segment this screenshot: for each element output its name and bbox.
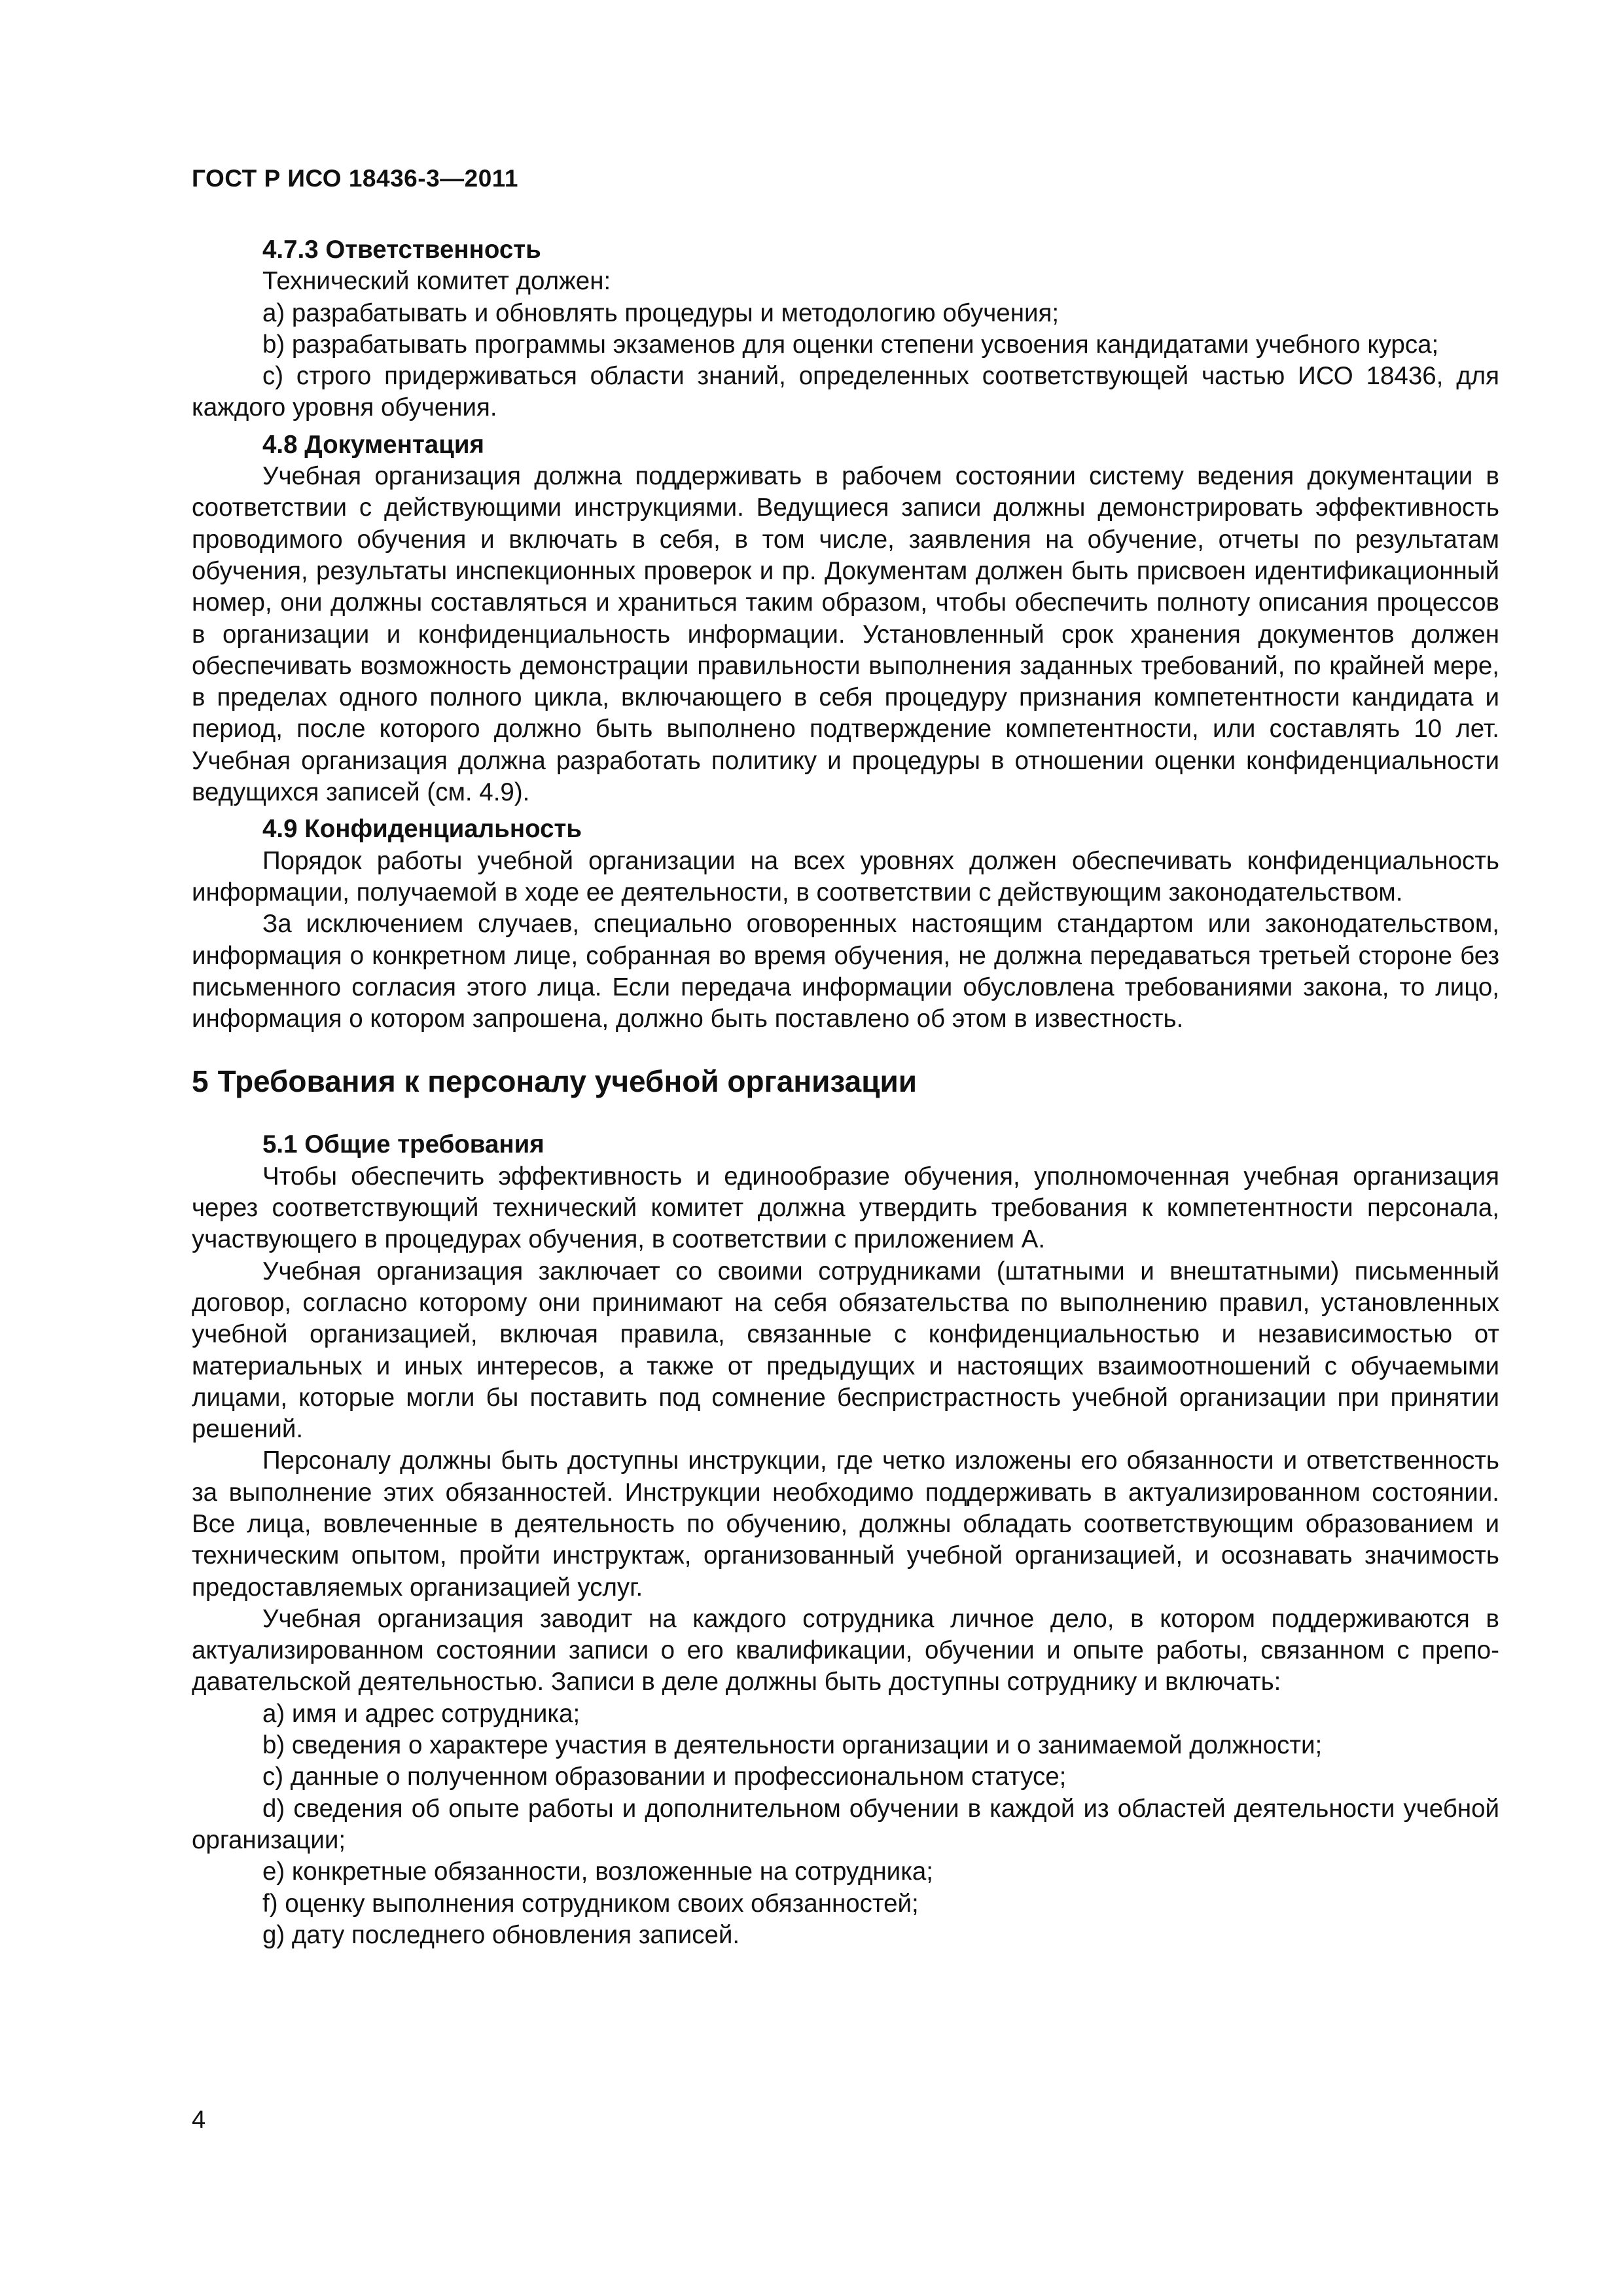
- list-item: e) конкретные обязанности, возложенные на сотрудника;: [262, 1857, 933, 1886]
- section-number: 5: [192, 1064, 209, 1099]
- subsection-heading-4-9: 4.9 Конфиденциальность: [262, 815, 582, 844]
- list-item: d) сведения об опыте работы и дополнительном обучении в каждой из областей деятельности учебной организации;: [192, 1794, 1499, 1854]
- paragraph: Технический комитет должен:: [262, 267, 611, 296]
- section-heading-5: [192, 1062, 1499, 1100]
- list-item: b) сведения о характере участия в деятельности организации и о занимаемой должности;: [262, 1731, 1323, 1760]
- subsection-heading-5-1: 5.1 Общие требования: [262, 1130, 544, 1159]
- paragraph: Учебная организация должна поддерживать в рабочем состоянии систему ведения документации в соответствии с действующими инструкциями. Ведущиеся записи должны демонстрировать эффективность проводимого обучения и включать в себя, в том числе, заявления на обучение, отчеты по результатам обучения, результаты инспекционных проверок и пр. Документам должен быть присвоен идентификационный номер, они должны составляться и храниться таким образом, чтобы обеспечить полноту описания процессов в организации и конфиденциальность информации. Установленный срок хранения документов должен обеспечивать возможность демонстрации правильности выполнения заданных требований, по крайней мере, в пределах одного полного цикла, включающего в себя процедуру признания компетентности кандидата и период, после которого должно быть выполнено подтверждение компетентности, или составлять 10 лет. Учебная организация должна разработать политику и процедуры в отношении оценки конфиденциальности ведущихся записей (см. 4.9).: [192, 462, 1499, 807]
- document-page: [192, 0, 1499, 2296]
- subsection-heading-4-8: 4.8 Документация: [262, 430, 485, 459]
- list-item: g) дату последнего обновления записей.: [262, 1920, 740, 1949]
- page-number: 4: [192, 2106, 206, 2134]
- paragraph: Учебная организация заключает со своими сотрудниками (штатными и внештатными) письменный договор, согласно которому они принимают на себя обязательства по выполнению правил, установленных учебной организацией, включая правила, связанные с конфиденциальностью и независимостью от материальных и иных интересов, а также от предыдущих и настоящих взаимоотношений с обучаемыми лицами, которые могли бы поставить под сомнение беспристрастность учебной организации при принятии решений.: [192, 1257, 1499, 1444]
- paragraph: Персоналу должны быть доступны инструкции, где четко изложены его обязанности и ответственность за выполнение этих обязанностей. Инструкции необходимо поддерживать в актуализированном состоянии. Все лица, вовлеченные в деятельность по обучению, должны обладать соответствующим образованием и техническим опытом, пройти инструктаж, организованный учебной организацией, и осознавать значимость предоставляемых организацией услуг.: [192, 1446, 1499, 1602]
- list-item: f) оценку выполнения сотрудником своих обязанностей;: [262, 1889, 919, 1918]
- section-title: Требования к персоналу учебной организации: [217, 1064, 918, 1099]
- document-header: ГОСТ Р ИСО 18436-3—2011: [192, 165, 518, 192]
- paragraph: За исключением случаев, специально оговоренных настоящим стандартом или законодательством, информация о конкретном лице, собранная во время обучения, не должна передаваться третьей стороне без письменного согласия этого лица. Если передача информации обусловлена требованиями закона, то лицо, информация о котором запрошена, должно быть поставлено об этом в известность.: [192, 910, 1499, 1033]
- list-item: b) разрабатывать программы экзаменов для оценки степени усвоения кандидатами учебного курса;: [262, 330, 1439, 359]
- paragraph: Учебная организация заводит на каждого сотрудника личное дело, в котором поддерживаются в актуализированном состоянии записи о его квалификации, обучении и опыте работы, связанном с преподавательской деятельностью. Записи в деле должны быть доступны сотруднику и включать:: [192, 1604, 1499, 1696]
- list-item: c) данные о полученном образовании и профессиональном статусе;: [262, 1763, 1067, 1791]
- paragraph: Чтобы обеспечить эффективность и единообразие обучения, уполномоченная учебная организация через соответствующий технический комитет должна утвердить требования к компетентности персонала, участвующего в процедурах обучения, в соответствии с приложением А.: [192, 1162, 1499, 1254]
- list-item: a) имя и адрес сотрудника;: [262, 1699, 580, 1728]
- document-body: [192, 234, 1499, 1951]
- list-item: c) строго придерживаться области знаний, определенных соответствующей частью ИСО 18436, для каждого уровня обучения.: [192, 362, 1499, 422]
- list-item: a) разрабатывать и обновлять процедуры и методологию обучения;: [262, 298, 1060, 327]
- paragraph: Порядок работы учебной организации на всех уровнях должен обеспечивать конфиденциальность информации, получаемой в ходе ее деятельности, в соответствии с действующим законодательством.: [192, 846, 1499, 906]
- subsection-heading-4-7-3: 4.7.3 Ответственность: [262, 236, 541, 264]
